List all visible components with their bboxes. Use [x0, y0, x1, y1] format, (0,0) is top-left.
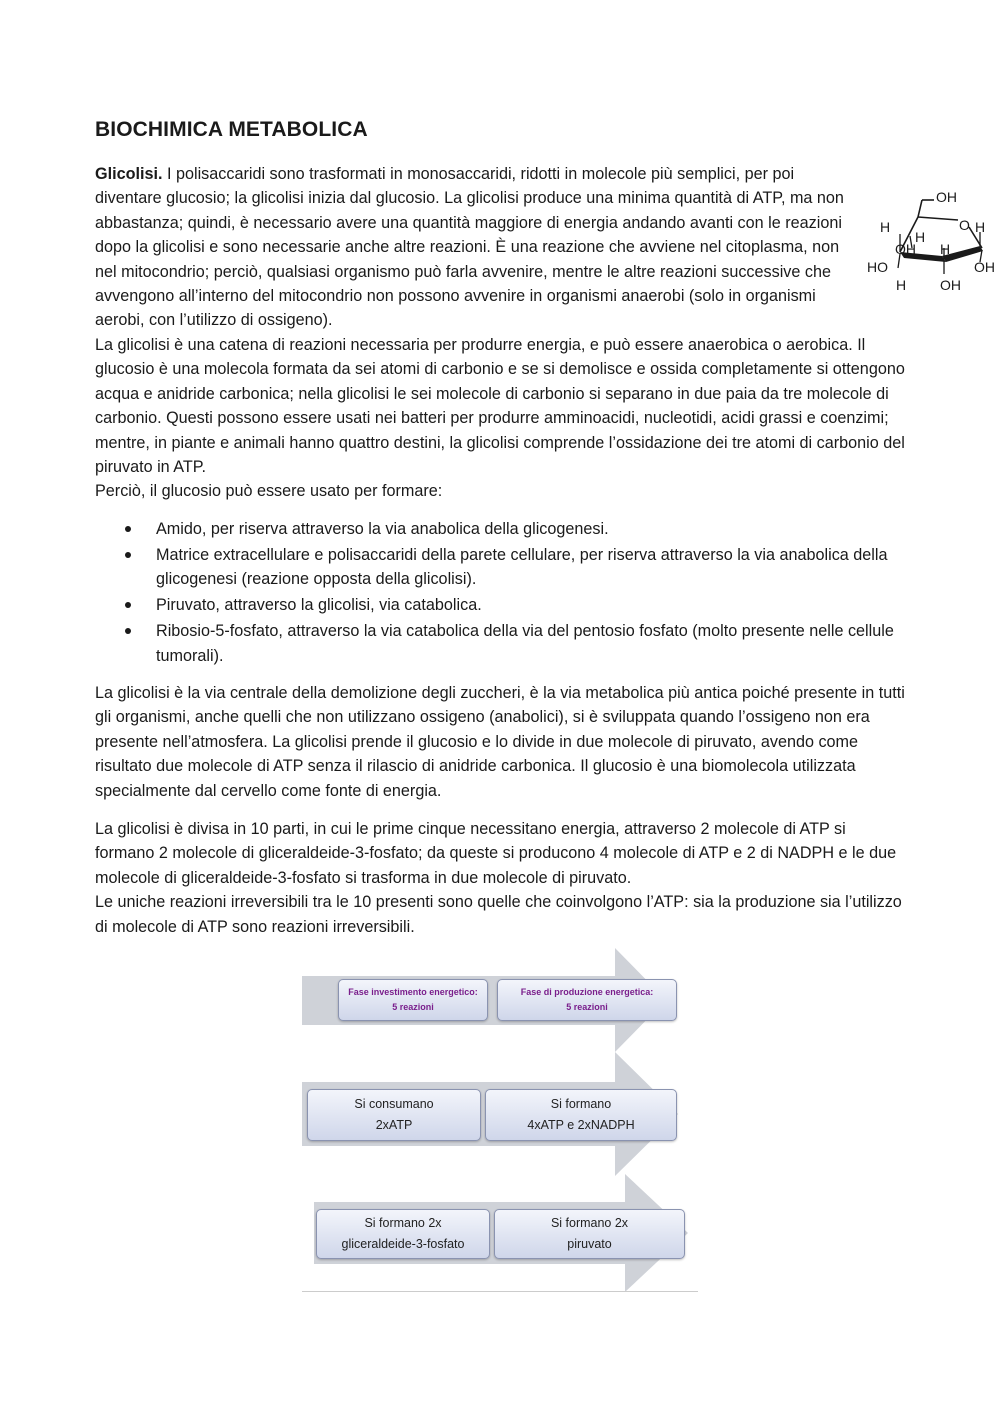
phase-arrow-row-1: [302, 948, 698, 1052]
mol-label-ho: HO: [867, 259, 888, 275]
mol-label-h4: H: [940, 241, 951, 257]
phase-arrow-row-3: [302, 1174, 698, 1292]
box-line-2: 2xATP: [375, 1118, 413, 1132]
intro-text: I polisaccaridi sono trasformati in monosaccaridi, ridotti in molecole più semplici, per poi diventare glucosio; la glicolisi inizia dal glucosio. La glicolisi produce una minima quantità di ATP, ma non abbastanza; quindi, è necessario avere una quantità maggiore di energia andando avanti con le reazioni dopo la glicolisi e sono necessarie anche altre reazioni. È una reazione che avviene nel citoplasma, non nel mitocondrio; perciò, qualsiasi organismo può farla avvenire, mentre le altre reazioni successive che avvengono all’interno del mitocondrio non possono avvenire in organismi anaerobi (solo in organismi aerobi, con l’utilizzo di ossigeno).: [95, 165, 844, 330]
box-line-2: piruvato: [567, 1237, 612, 1251]
diagram-bottom-border: [302, 1291, 698, 1292]
glucose-structure-image: [862, 182, 1000, 297]
box-line-1: Si formano 2x: [550, 1216, 629, 1230]
paragraph-3: La glicolisi è la via centrale della demolizione degli zuccheri, è la via metabolica più antica poiché presente in tutti gli organismi, anche quelli che non utilizzano ossigeno (anabolici), si è sviluppata quando l’ossigeno non era presente nell’atmosfera. La glicolisi prende il glucosio e lo divide in due molecole di piruvato, avendo come risultato due molecole di ATP senza il rilascio di anidride carbonica. Il glucosio è una biomolecola utilizzata specialmente dal cervello come fonte di energia.: [95, 684, 905, 800]
glycolysis-phases-diagram: [302, 948, 698, 1294]
mol-label-h1: H: [975, 219, 986, 235]
box-line-1: Si formano 2x: [364, 1216, 442, 1230]
paragraph-2: [95, 333, 907, 504]
mol-label-oh-right: OH: [974, 259, 995, 275]
box-line-1: Si formano: [550, 1097, 612, 1111]
atp-consumed-box: [307, 1089, 481, 1141]
mol-label-h3: H: [915, 229, 926, 245]
pyruvate-formed-box: [494, 1209, 685, 1259]
box-line-2: 4xATP e 2xNADPH: [527, 1118, 635, 1132]
mol-label-h5: H: [896, 277, 907, 293]
mol-label-oh-mid: OH: [895, 241, 916, 257]
phase-production-box: [497, 979, 677, 1021]
mol-label-oh-top: OH: [936, 189, 957, 205]
g3p-formed-box: [316, 1209, 490, 1259]
paragraph-2-lead-in: Perciò, il glucosio può essere usato per formare:: [95, 482, 443, 501]
box-line-1: Si consumano: [354, 1097, 434, 1111]
box-line-2: 5 reazioni: [392, 1002, 434, 1012]
page-title: BIOCHIMICA METABOLICA: [95, 118, 368, 141]
paragraph-2-text: La glicolisi è una catena di reazioni necessaria per produrre energia, e può essere anaerobica o aerobica. Il glucosio è una molecola formata da sei atomi di carbonio e se si demolisce e ossida completamente si ottengono acqua e anidride carbonica; nella glicolisi le sei molecole di carbonio si separano in due paia da tre molecole di carbonio. Questi possono essere usati nei batteri per produrre amminoacidi, nucleotidi, acidi grassi e coenzimi; mentre, in piante e animali hanno quattro destini, la glicolisi comprende l’ossidazione dei tre atomi di carbonio del piruvato in ATP.: [95, 336, 905, 477]
phase-investment-box: [338, 979, 488, 1021]
mol-label-h2: H: [880, 219, 891, 235]
mol-label-o: O: [959, 217, 970, 233]
list-item: Amido, per riserva attraverso la via anabolica della glicogenesi.: [95, 517, 907, 541]
mol-label-oh-bottom: OH: [940, 277, 961, 293]
intro-paragraph: [95, 162, 865, 333]
paragraph-4-text: La glicolisi è divisa in 10 parti, in cui le prime cinque necessitano energia, attraverso 2 molecole di ATP si formano 2 molecole di gliceraldeide-3-fosfato; da queste si producono 4 molecole di ATP e 2 di NADPH e le due molecole di gliceraldeide-3-fosfato si trasforma in due molecole di piruvato.: [95, 820, 897, 887]
box-line-2: gliceraldeide-3-fosfato: [341, 1237, 465, 1251]
paragraph-4-irreversible: Le uniche reazioni irreversibili tra le 10 presenti sono quelle che coinvolgono l’ATP: sia la produzione sia l’utilizzo di molecole di ATP sono reazioni irreversibili.: [95, 893, 902, 936]
uses-list: [95, 517, 907, 669]
intro-lead: Glicolisi.: [95, 165, 163, 183]
box-line-1: Fase di produzione energetica:: [520, 987, 654, 997]
box-line-2: 5 reazioni: [566, 1002, 608, 1012]
list-item: Ribosio-5-fosfato, attraverso la via catabolica della via del pentosio fosfato (molto presente nelle cellule tumorali).: [95, 619, 907, 668]
list-item: Matrice extracellulare e polisaccaridi della parete cellulare, per riserva attraverso la via anabolica della glicogenesi (reazione opposta della glicolisi).: [95, 543, 907, 592]
paragraph-4: [95, 817, 907, 939]
box-line-1: Fase investimento energetico:: [348, 987, 478, 997]
phase-arrow-row-2: [302, 1052, 698, 1176]
atp-produced-box: [485, 1089, 677, 1141]
list-item: Piruvato, attraverso la glicolisi, via catabolica.: [95, 593, 907, 617]
